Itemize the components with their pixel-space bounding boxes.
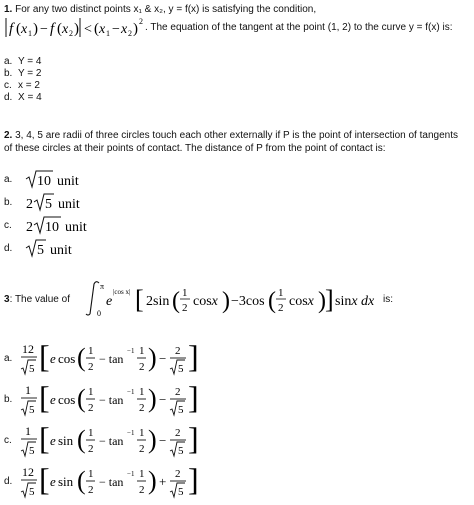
math-expression [20,338,210,378]
left-paren: ( [77,384,86,413]
svg-text:1: 1 [278,287,284,299]
fraction-denominator: 2 [139,484,145,496]
q1-condition-formula [4,14,154,40]
trig-function: cos [58,392,76,407]
radicand: 10 [45,220,59,235]
fraction-denominator: 2 [139,443,145,455]
svg-text:2: 2 [69,29,73,38]
option-letter: b. [4,394,13,405]
q1-question-text: . The equation of the tangent at the point (1, 2) to the curve y = f(x) is: [145,22,453,33]
fraction-denominator: 2 [88,402,94,414]
svg-text:(: ( [16,21,21,37]
option-letter: b. [4,197,13,208]
q1-stem: For any two distinct points x₁ & x₂, y = f(x) is satisfying the condition, [15,4,317,15]
fraction-numerator: 1 [139,427,145,439]
fraction-denominator: 2 [88,361,94,373]
radical-expression [24,168,114,190]
radicand: 5 [29,363,35,375]
q3-option-a[interactable] [4,338,204,378]
svg-text:(: ( [94,21,99,37]
radicand: 5 [178,445,184,457]
left-bracket: [ [39,420,50,456]
svg-text:2sin: 2sin [146,294,170,309]
svg-text:x: x [62,22,69,37]
right-bracket: ] [188,461,199,497]
radicand: 5 [29,486,35,498]
operator: − [159,433,167,448]
math-expression [20,379,210,419]
trig-function: sin [58,474,74,489]
radicand: 5 [178,363,184,375]
fraction-numerator: 1 [88,427,94,439]
right-paren: ) [148,384,157,413]
radical-expression [24,191,114,213]
right-bracket: ] [188,379,199,415]
svg-text:): ) [74,21,79,37]
q1-option-b[interactable]: b. Y = 2 [4,68,42,79]
radicand: 5 [45,197,52,212]
math-expression [20,461,210,501]
radical-expression [24,237,114,259]
q3-integral-formula [80,278,380,320]
svg-text:[: [ [135,285,144,314]
unit-label: unit [50,243,72,258]
svg-text:x: x [121,22,128,37]
fraction-numerator: 12 [22,465,34,479]
fraction-numerator: 2 [175,345,181,357]
right-bracket: ] [188,420,199,456]
trig-function: sin [58,433,74,448]
operator: − [159,392,167,407]
right-paren: ) [148,425,157,454]
svg-text:): ) [222,288,230,314]
fraction-numerator: 1 [88,386,94,398]
q1-option-c[interactable]: c. x = 2 [4,80,40,91]
fraction-numerator: 2 [175,468,181,480]
option-letter: c. [4,220,12,231]
option-letter: d. [4,243,13,254]
q1-option-d[interactable]: d. X = 4 [4,92,42,103]
operator: + [159,474,167,489]
svg-text:f: f [9,21,14,37]
svg-text:−: − [112,22,120,37]
svg-text:|cos x|: |cos x| [113,288,131,296]
radicand: 5 [29,445,35,457]
e-symbol: e [50,351,56,366]
svg-text:(: ( [268,288,276,314]
right-paren: ) [148,466,157,495]
fraction-numerator: 1 [88,468,94,480]
radicand: 10 [37,174,51,189]
unit-label: unit [57,174,79,189]
svg-text:x: x [21,22,28,37]
coefficient: 2 [26,220,33,235]
fraction-numerator: 1 [139,468,145,480]
svg-text:x: x [99,22,106,37]
left-paren: ( [77,466,86,495]
fraction-denominator: 2 [88,443,94,455]
svg-text:]: ] [325,285,334,314]
radicand: 5 [37,243,44,258]
svg-text:f: f [50,21,55,37]
tan-inverse: − tan [99,352,124,366]
e-symbol: e [50,474,56,489]
svg-text:1: 1 [106,29,110,38]
svg-text:π: π [100,282,105,291]
svg-text:2: 2 [139,17,143,26]
fraction-denominator: 2 [88,484,94,496]
coefficient: 2 [26,197,33,212]
q3-prefix-line: 3: The value of [4,294,70,305]
inverse-exponent: −1 [127,347,135,355]
svg-text:−3cos: −3cos [231,294,265,309]
left-paren: ( [77,343,86,372]
svg-text:cosx: cosx [289,294,314,309]
inverse-exponent: −1 [127,470,135,478]
radicand: 5 [29,404,35,416]
svg-text:): ) [318,288,326,314]
radicand: 5 [178,486,184,498]
q3-option-b[interactable] [4,379,204,419]
e-symbol: e [50,433,56,448]
svg-text:−: − [40,22,48,37]
svg-text:1: 1 [182,287,188,299]
operator: − [159,351,167,366]
svg-text:1: 1 [28,29,32,38]
q3-suffix: is: [383,294,393,305]
svg-text:2: 2 [128,29,132,38]
left-paren: ( [77,425,86,454]
unit-label: unit [58,197,80,212]
fraction-numerator: 2 [175,427,181,439]
option-letter: a. [4,353,13,364]
fraction-numerator: 12 [22,342,34,356]
svg-text:sinx dx: sinx dx [335,294,375,309]
option-letter: a. [4,174,13,185]
svg-text:2: 2 [278,302,284,314]
right-paren: ) [148,343,157,372]
svg-text:): ) [33,21,38,37]
unit-label: unit [65,220,87,235]
e-symbol: e [50,392,56,407]
left-bracket: [ [39,379,50,415]
q3-option-d[interactable] [4,461,204,501]
right-bracket: ] [188,338,199,374]
q1-option-a[interactable]: a. Y = 4 [4,56,42,67]
q2-number: 2. [4,130,13,141]
q1-options [4,56,42,104]
trig-function: cos [58,351,76,366]
inverse-exponent: −1 [127,388,135,396]
fraction-numerator: 1 [25,424,31,438]
svg-text:e: e [106,294,113,309]
fraction-numerator: 1 [25,383,31,397]
q3-option-c[interactable] [4,420,204,460]
svg-text:<: < [84,22,92,37]
q3-number: 3 [4,294,10,305]
q1-number: 1. [4,4,13,15]
fraction-numerator: 2 [175,386,181,398]
q2-stem-line2: of these circles at their points of contact. The distance of P from the point of contact is: [4,143,386,154]
svg-text:(: ( [57,21,62,37]
inverse-exponent: −1 [127,429,135,437]
svg-text:0: 0 [97,309,101,318]
fraction-numerator: 1 [139,386,145,398]
option-letter: c. [4,435,12,446]
tan-inverse: − tan [99,393,124,407]
math-expression [20,420,210,460]
q2-stem-line1: 2. 3, 4, 5 are radii of three circles touch each other externally if P is the point of intersection of tangents [4,130,458,141]
svg-text:(: ( [172,288,180,314]
option-letter: d. [4,476,13,487]
radical-expression [24,214,114,236]
fraction-numerator: 1 [88,345,94,357]
left-bracket: [ [39,338,50,374]
svg-text:cosx: cosx [193,294,218,309]
tan-inverse: − tan [99,434,124,448]
radicand: 5 [178,404,184,416]
fraction-denominator: 2 [139,402,145,414]
left-bracket: [ [39,461,50,497]
svg-text:): ) [133,21,138,37]
fraction-numerator: 1 [139,345,145,357]
tan-inverse: − tan [99,475,124,489]
fraction-denominator: 2 [139,361,145,373]
svg-text:2: 2 [182,302,188,314]
